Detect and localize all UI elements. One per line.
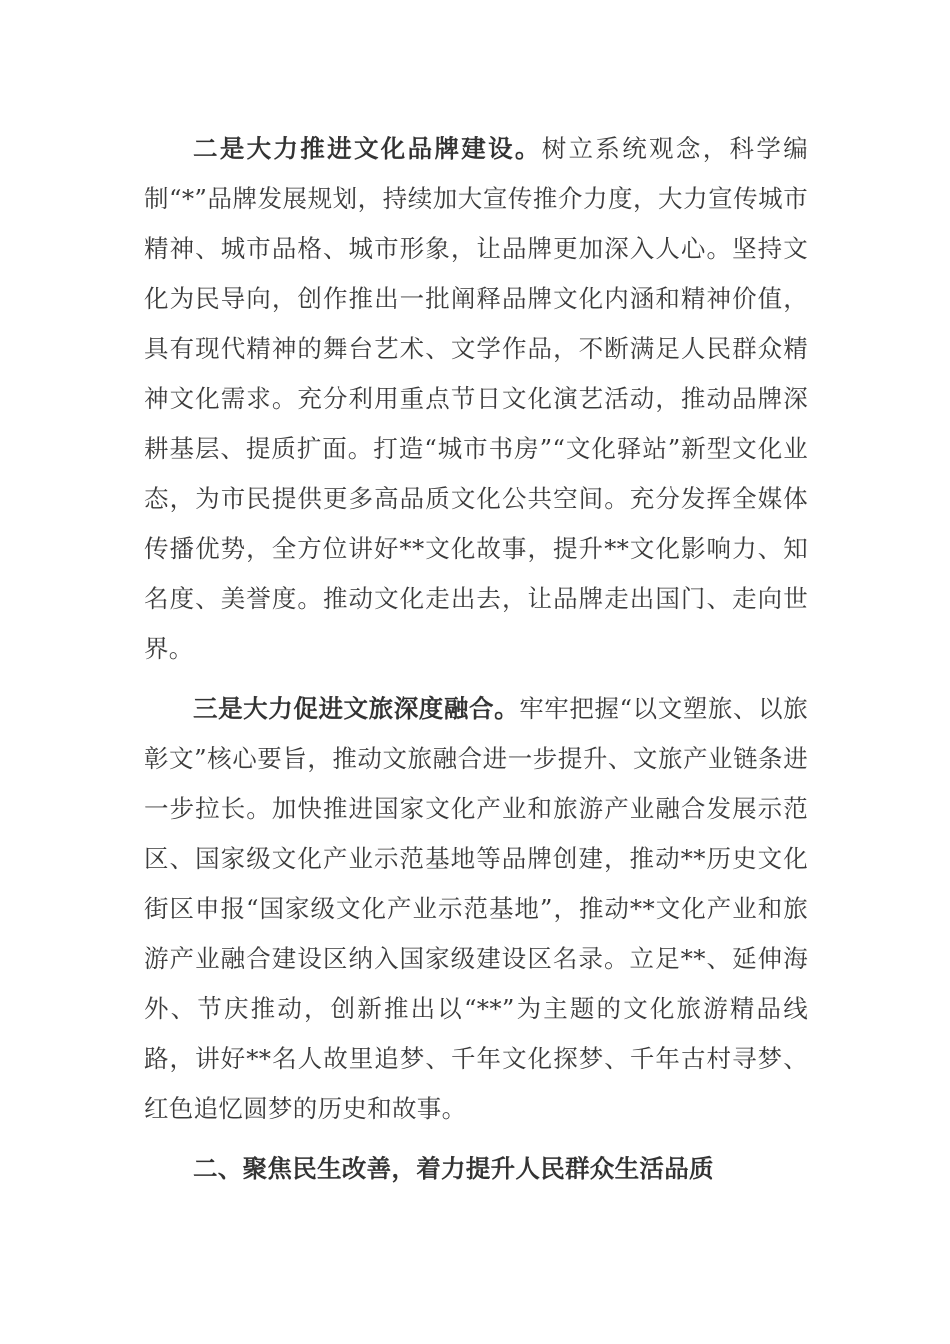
- paragraph-body: 树立系统观念，科学编制“*”品牌发展规划，持续加大宣传推介力度，大力宣传城市精神、城市品格、城市形象，让品牌更加深入人心。坚持文化为民导向，创作推出一批阐释品牌文化内涵和精神价值，具有现代精神的舞台艺术、文学作品，不断满足人民群众精神文化需求。充分利用重点节日文化演艺活动，推动品牌深耕基层、提质扩面。打造“城市书房”“文化驿站”新型文化业态，为市民提供更多高品质文化公共空间。充分发挥全媒体传播优势，全方位讲好**文化故事，提升**文化影响力、知名度、美誉度。推动文化走出去，让品牌走出国门、走向世界。: [144, 134, 808, 663]
- document-page: [144, 124, 808, 1194]
- paragraph-lead: 三是大力促进文旅深度融合。: [193, 694, 520, 723]
- paragraph-lead: 二是大力推进文化品牌建设。: [193, 134, 542, 163]
- paragraph-body: 牢牢把握“以文塑旅、以旅彰文”核心要旨，推动文旅融合进一步提升、文旅产业链条进一步拉长。加快推进国家文化产业和旅游产业融合发展示范区、国家级文化产业示范基地等品牌创建，推动**历史文化街区申报“国家级文化产业示范基地”，推动**文化产业和旅游产业融合建设区纳入国家级建设区名录。立足**、延伸海外、节庆推动，创新推出以“**”为主题的文化旅游精品线路，讲好**名人故里追梦、千年文化探梦、千年古村寻梦、红色追忆圆梦的历史和故事。: [144, 694, 809, 1123]
- paragraph-culture-tourism: [144, 684, 808, 1134]
- section-heading: 二、聚焦民生改善，着力提升人民群众生活品质: [193, 1154, 714, 1183]
- paragraph-cultural-brand: [144, 124, 808, 674]
